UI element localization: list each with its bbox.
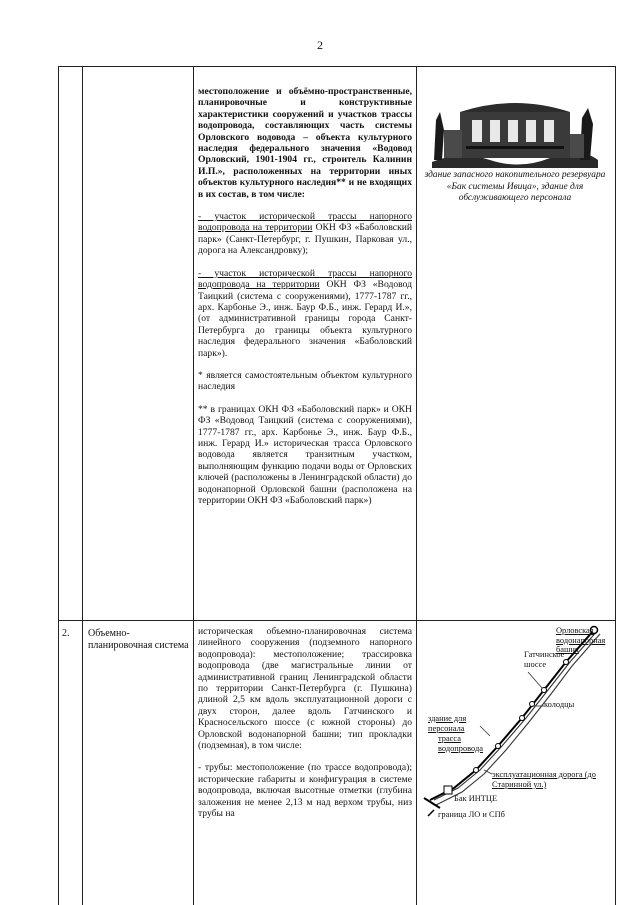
row1-paragraph-footnote-2: ** в границах ОКН ФЗ «Баболовский парк» и ОКН ФЗ «Водовод Таицкий (система с сооружениями), 1777-1787 гг., арх. Карбонье Э., инж. Баур Ф.Б., инж. Герард И.» историческая трасса Орловского водовода является транзитным участком, выполняющим функцию подачи воды от Орловских ключей (расположены в Ленинградской области) до водонапорной Орловской башни (расположена на территории ОКН ФЗ «Баболовский парк») (198, 403, 412, 506)
map-label-tank: Бак ИНТЦЕ (454, 794, 498, 803)
route-map (420, 622, 612, 822)
column-divider-1 (82, 66, 83, 905)
map-label-gatchina: Гатчинское шоссе (524, 650, 565, 669)
page-number: 2 (317, 38, 323, 52)
row1-paragraph-babolovsky (198, 211, 412, 257)
map-label-wells: колодцы (544, 700, 575, 709)
row2-description (198, 626, 412, 831)
reservoir-photo-drawing (430, 90, 600, 168)
column-divider-3 (416, 66, 417, 905)
row1-description (198, 86, 412, 517)
row2-number: 2. (62, 628, 70, 639)
row2-paragraph-2: - трубы: местоположение (по трассе водопровода); исторические габариты и конфигурация в системе водопровода, включая высотные отметки (глубина заложения не менее 2,13 м над верхом трубы, низ трубы на (198, 762, 412, 820)
table-top-border (58, 66, 616, 67)
table-right-border (615, 66, 616, 905)
row2-name: Объемно-планировочная система (88, 628, 189, 651)
map-label-staff-building: здание для персонала (428, 714, 467, 733)
row-separator (58, 620, 616, 621)
reservoir-photo-caption: здание запасного накопительного резервуара «Бак системы Ивица», здание для обслуживающего персонала (424, 170, 606, 203)
map-label-tower: Орловская водонапорная башня (556, 626, 606, 655)
row1-paragraph-taitsky (198, 268, 412, 359)
table-left-border (58, 66, 59, 905)
row1-taitsky-underlined: - участок исторической трассы напорного водопровода на территории (198, 267, 412, 291)
map-label-border: граница ЛО и СПб (438, 810, 505, 819)
map-label-service-road: эксплуатационная дорога (до Старинной ул.) (492, 770, 596, 789)
column-divider-2 (193, 66, 194, 905)
row1-paragraph-intro: местоположение и объёмно-пространственные, планировочные и конструктивные характеристики сооружений и участков трассы водопровода, составляющих часть системы Орловского водовода – объекта культурного наследия федерального значения «Водовод Орловский, 1901-1904 гг., строитель Калинин И.П.», расположенных на территории иных объектов культурного наследия** и не входящих в их состав, в том числе: (198, 86, 412, 200)
row1-taitsky-rest: ОКН ФЗ «Водовод Таицкий (система с сооружениями), 1777-1787 гг., арх. Карбонье Э., инж. Баур Ф.Б., инж. Герард И.», (от административной границы города Санкт-Петербурга до границы объекта культурного наследия федерального значения «Баболовский парк»). (198, 279, 413, 359)
row1-babolovsky-rest: ОКН ФЗ «Баболовский парк» (Санкт-Петербург, г. Пушкин, Парковая ул., дорога на Александровку); (198, 222, 412, 257)
reservoir-photo (430, 90, 600, 168)
row2-paragraph-1: историческая объемно-планировочная система линейного сооружения (подземного напорного водопровода): местоположение; трассировка водопровода (две магистральные линии от административной границ Ленинградской области по территории Санкт-Петербурга (г. Пушкина) длиной 2,5 км вдоль эксплуатационной дороги с двух сторон, далее вдоль Гатчинского и Красносельского шоссе (с южной стороны) до Орловской водонапорной башни; тип прокладки (подземная), в том числе: (198, 626, 412, 752)
row1-paragraph-footnote-1: * является самостоятельным объектом культурного наследия (198, 369, 412, 393)
map-label-route: трасса водопровода (438, 734, 483, 753)
row1-babolovsky-underlined: - участок исторической трассы напорного водопровода на территории (198, 211, 412, 234)
